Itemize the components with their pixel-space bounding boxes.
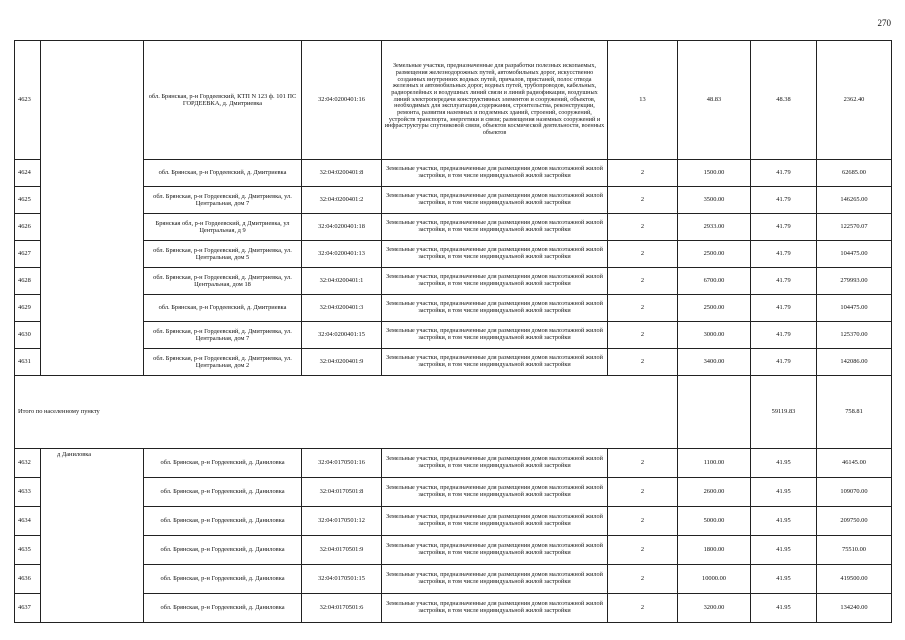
purpose-code-cell: 2	[608, 477, 678, 506]
cadastral-number-cell: 32:04:0170501:16	[302, 448, 382, 477]
address-cell: обл. Брянская, р-н Гордеевский, д. Даниловка	[144, 506, 302, 535]
address-cell: обл. Брянская, р-н Гордеевский, д. Даниловка	[144, 593, 302, 622]
unit-price-cell: 41.79	[751, 322, 817, 349]
locality-name-cell: д Даниловка	[41, 448, 144, 622]
area-cell: 5000.00	[678, 506, 751, 535]
purpose-code-cell: 2	[608, 241, 678, 268]
address-cell: обл. Брянская, р-н Гордеевский, д. Дмитриевка	[144, 160, 302, 187]
address-cell: обл. Брянская, р-н Гордеевский, д. Даниловка	[144, 564, 302, 593]
land-purpose-cell: Земельные участки, предназначенные для размещения домов малоэтажной жилой застройки, в том числе индивидуальной жилой застройки	[382, 349, 608, 376]
address-cell: обл. Брянская, р-н Гордеевский, д. Даниловка	[144, 477, 302, 506]
land-purpose-cell: Земельные участки, предназначенные для размещения домов малоэтажной жилой застройки, в том числе индивидуальной жилой застройки	[382, 322, 608, 349]
cadastral-number-cell: 32:04:0200401:18	[302, 214, 382, 241]
cadastral-value-cell: 62685.00	[817, 160, 892, 187]
table-row	[15, 160, 892, 187]
cadastral-value-cell: 134240.00	[817, 593, 892, 622]
purpose-code-cell: 2	[608, 506, 678, 535]
table-row	[15, 448, 892, 477]
cadastral-number-cell: 32:04:0170501:15	[302, 564, 382, 593]
area-cell: 2500.00	[678, 241, 751, 268]
address-cell: обл. Брянская, р-н Гордеевский, КТП N 123 ф. 101 ПС ГОРДЕЕВКА, д. Дмитриевка	[144, 41, 302, 160]
area-cell: 3200.00	[678, 593, 751, 622]
cadastral-number-cell: 32:04:0200401:13	[302, 241, 382, 268]
land-purpose-cell: Земельные участки, предназначенные для размещения домов малоэтажной жилой застройки, в том числе индивидуальной жилой застройки	[382, 564, 608, 593]
cadastral-value-cell: 104475.00	[817, 241, 892, 268]
unit-price-cell: 41.79	[751, 160, 817, 187]
row-number: 4634	[15, 506, 41, 535]
locality-cell	[41, 41, 144, 376]
table-row	[15, 593, 892, 622]
purpose-code-cell: 2	[608, 295, 678, 322]
area-cell: 3000.00	[678, 322, 751, 349]
address-cell: обл. Брянская, р-н Гордеевский, д. Дмитриевка, ул. Центральная, дом 7	[144, 322, 302, 349]
unit-price-cell: 41.95	[751, 448, 817, 477]
table-row	[15, 349, 892, 376]
cadastral-number-cell: 32:04:0170501:6	[302, 593, 382, 622]
purpose-code-cell: 2	[608, 448, 678, 477]
purpose-code-cell: 13	[608, 41, 678, 160]
unit-price-cell: 41.95	[751, 593, 817, 622]
row-number: 4625	[15, 187, 41, 214]
row-number: 4623	[15, 41, 41, 160]
purpose-code-cell: 2	[608, 160, 678, 187]
area-cell: 10000.00	[678, 564, 751, 593]
purpose-code-cell: 2	[608, 322, 678, 349]
cadastral-number-cell: 32:04:0170501:12	[302, 506, 382, 535]
unit-price-cell: 41.79	[751, 268, 817, 295]
purpose-code-cell: 2	[608, 187, 678, 214]
cadastral-value-cell: 122570.07	[817, 214, 892, 241]
address-cell: обл. Брянская, р-н Гордеевский, д. Дмитриевка, ул. Центральная, дом 18	[144, 268, 302, 295]
row-number: 4635	[15, 535, 41, 564]
unit-price-cell: 41.95	[751, 564, 817, 593]
area-cell: 1800.00	[678, 535, 751, 564]
row-number: 4630	[15, 322, 41, 349]
address-cell: обл. Брянская, р-н Гордеевский, д. Даниловка	[144, 448, 302, 477]
row-number: 4629	[15, 295, 41, 322]
locality-total-label: Итого по населенному пункту	[15, 376, 678, 449]
unit-price-cell: 41.95	[751, 477, 817, 506]
table-row	[15, 241, 892, 268]
area-cell: 48.83	[678, 41, 751, 160]
table-row	[15, 214, 892, 241]
area-cell: 2600.00	[678, 477, 751, 506]
purpose-code-cell: 2	[608, 268, 678, 295]
land-purpose-cell: Земельные участки, предназначенные для разработки полезных ископаемых, размещения железнодорожных путей, автомобильных дорог, искусственно созданных внутренних водных путей, причалов, пристаней, полос отвода железных и автомобильных дорог, водных путей, трубопроводов, кабельных, радиорелейных и воздушных линий связи и линий радиофикации, воздушных линий электропередачи конструктивных элементов и сооружений, объектов, необходимых для эксплуатации,содержания, строительства, реконструкции, ремонта, развития наземных и подземных зданий, строений, сооружений, устройств транспорта, энергетики и связи; размещения наземных сооружений и инфраструктуры спутниковой связи, объектов космической деятельности, военных объектов	[382, 41, 608, 160]
address-cell: обл. Брянская, р-н Гордеевский, д. Дмитриевка, ул. Центральная, дом 2	[144, 349, 302, 376]
cadastral-number-cell: 32:04:0170501:8	[302, 477, 382, 506]
unit-price-cell: 41.95	[751, 535, 817, 564]
area-cell: 1100.00	[678, 448, 751, 477]
cadastral-number-cell: 32:04:0200401:8	[302, 160, 382, 187]
table-row	[15, 477, 892, 506]
table-row	[15, 41, 892, 160]
cadastral-number-cell: 32:04:0200401:9	[302, 349, 382, 376]
row-number: 4636	[15, 564, 41, 593]
area-cell: 1500.00	[678, 160, 751, 187]
address-cell: Брянская обл, р-н Гордеевский, д Дмитриевка, ул Центральная, д 9	[144, 214, 302, 241]
unit-price-cell: 41.79	[751, 241, 817, 268]
land-purpose-cell: Земельные участки, предназначенные для размещения домов малоэтажной жилой застройки, в том числе индивидуальной жилой застройки	[382, 187, 608, 214]
land-purpose-cell: Земельные участки, предназначенные для размещения домов малоэтажной жилой застройки, в том числе индивидуальной жилой застройки	[382, 241, 608, 268]
locality-total-row	[15, 376, 892, 449]
land-purpose-cell: Земельные участки, предназначенные для размещения домов малоэтажной жилой застройки, в том числе индивидуальной жилой застройки	[382, 295, 608, 322]
cadastral-value-cell: 146265.00	[817, 187, 892, 214]
cadastral-number-cell: 32:04:0170501:9	[302, 535, 382, 564]
cadastral-value-cell: 209750.00	[817, 506, 892, 535]
unit-price-cell: 41.95	[751, 506, 817, 535]
cadastral-number-cell: 32:04:0200401:16	[302, 41, 382, 160]
cadastral-number-cell: 32:04:0200401:3	[302, 295, 382, 322]
total-area-cell: 59119.83	[751, 376, 817, 449]
cadastral-value-cell: 75510.00	[817, 535, 892, 564]
land-purpose-cell: Земельные участки, предназначенные для размещения домов малоэтажной жилой застройки, в том числе индивидуальной жилой застройки	[382, 535, 608, 564]
land-purpose-cell: Земельные участки, предназначенные для размещения домов малоэтажной жилой застройки, в том числе индивидуальной жилой застройки	[382, 506, 608, 535]
cadastral-value-cell: 109070.00	[817, 477, 892, 506]
table-row	[15, 564, 892, 593]
row-number: 4627	[15, 241, 41, 268]
table-row	[15, 535, 892, 564]
area-cell: 2933.00	[678, 214, 751, 241]
cadastral-value-cell: 2362.40	[817, 41, 892, 160]
unit-price-cell: 41.79	[751, 349, 817, 376]
area-cell: 6700.00	[678, 268, 751, 295]
address-cell: обл. Брянская, р-н Гордеевский, д. Даниловка	[144, 535, 302, 564]
row-number: 4632	[15, 448, 41, 477]
purpose-code-cell: 2	[608, 214, 678, 241]
land-purpose-cell: Земельные участки, предназначенные для размещения домов малоэтажной жилой застройки, в том числе индивидуальной жилой застройки	[382, 593, 608, 622]
unit-price-cell: 41.79	[751, 295, 817, 322]
registry-body	[15, 41, 892, 623]
cadastral-value-cell: 279993.00	[817, 268, 892, 295]
table-row	[15, 506, 892, 535]
cadastral-value-cell: 142086.00	[817, 349, 892, 376]
total-price-cell: 758.81	[817, 376, 892, 449]
table-row	[15, 322, 892, 349]
land-purpose-cell: Земельные участки, предназначенные для размещения домов малоэтажной жилой застройки, в том числе индивидуальной жилой застройки	[382, 268, 608, 295]
page-number: 270	[877, 18, 891, 28]
area-cell: 3500.00	[678, 187, 751, 214]
purpose-code-cell: 2	[608, 564, 678, 593]
address-cell: обл. Брянская, р-н Гордеевский, д. Дмитриевка, ул. Центральная, дом 7	[144, 187, 302, 214]
purpose-code-cell: 2	[608, 535, 678, 564]
cadastral-number-cell: 32:04:0200401:15	[302, 322, 382, 349]
address-cell: обл. Брянская, р-н Гордеевский, д. Дмитриевка, ул. Центральная, дом 5	[144, 241, 302, 268]
row-number: 4637	[15, 593, 41, 622]
purpose-code-cell: 2	[608, 349, 678, 376]
table-row	[15, 268, 892, 295]
land-purpose-cell: Земельные участки, предназначенные для размещения домов малоэтажной жилой застройки, в том числе индивидуальной жилой застройки	[382, 160, 608, 187]
row-number: 4633	[15, 477, 41, 506]
purpose-code-cell: 2	[608, 593, 678, 622]
area-cell: 2500.00	[678, 295, 751, 322]
cadastral-value-cell: 125370.00	[817, 322, 892, 349]
land-purpose-cell: Земельные участки, предназначенные для размещения домов малоэтажной жилой застройки, в том числе индивидуальной жилой застройки	[382, 477, 608, 506]
unit-price-cell: 48.38	[751, 41, 817, 160]
row-number: 4631	[15, 349, 41, 376]
cadastral-number-cell: 32:04:0200401:1	[302, 268, 382, 295]
land-registry-table	[14, 40, 892, 623]
area-cell: 3400.00	[678, 349, 751, 376]
unit-price-cell: 41.79	[751, 214, 817, 241]
address-cell: обл. Брянская, р-н Гордеевский, д. Дмитриевка	[144, 295, 302, 322]
total-code-cell	[678, 376, 751, 449]
land-purpose-cell: Земельные участки, предназначенные для размещения домов малоэтажной жилой застройки, в том числе индивидуальной жилой застройки	[382, 214, 608, 241]
row-number: 4626	[15, 214, 41, 241]
table-row	[15, 187, 892, 214]
cadastral-number-cell: 32:04:0200401:2	[302, 187, 382, 214]
cadastral-value-cell: 419500.00	[817, 564, 892, 593]
table-row	[15, 295, 892, 322]
cadastral-value-cell: 46145.00	[817, 448, 892, 477]
unit-price-cell: 41.79	[751, 187, 817, 214]
row-number: 4628	[15, 268, 41, 295]
cadastral-value-cell: 104475.00	[817, 295, 892, 322]
land-purpose-cell: Земельные участки, предназначенные для размещения домов малоэтажной жилой застройки, в том числе индивидуальной жилой застройки	[382, 448, 608, 477]
row-number: 4624	[15, 160, 41, 187]
